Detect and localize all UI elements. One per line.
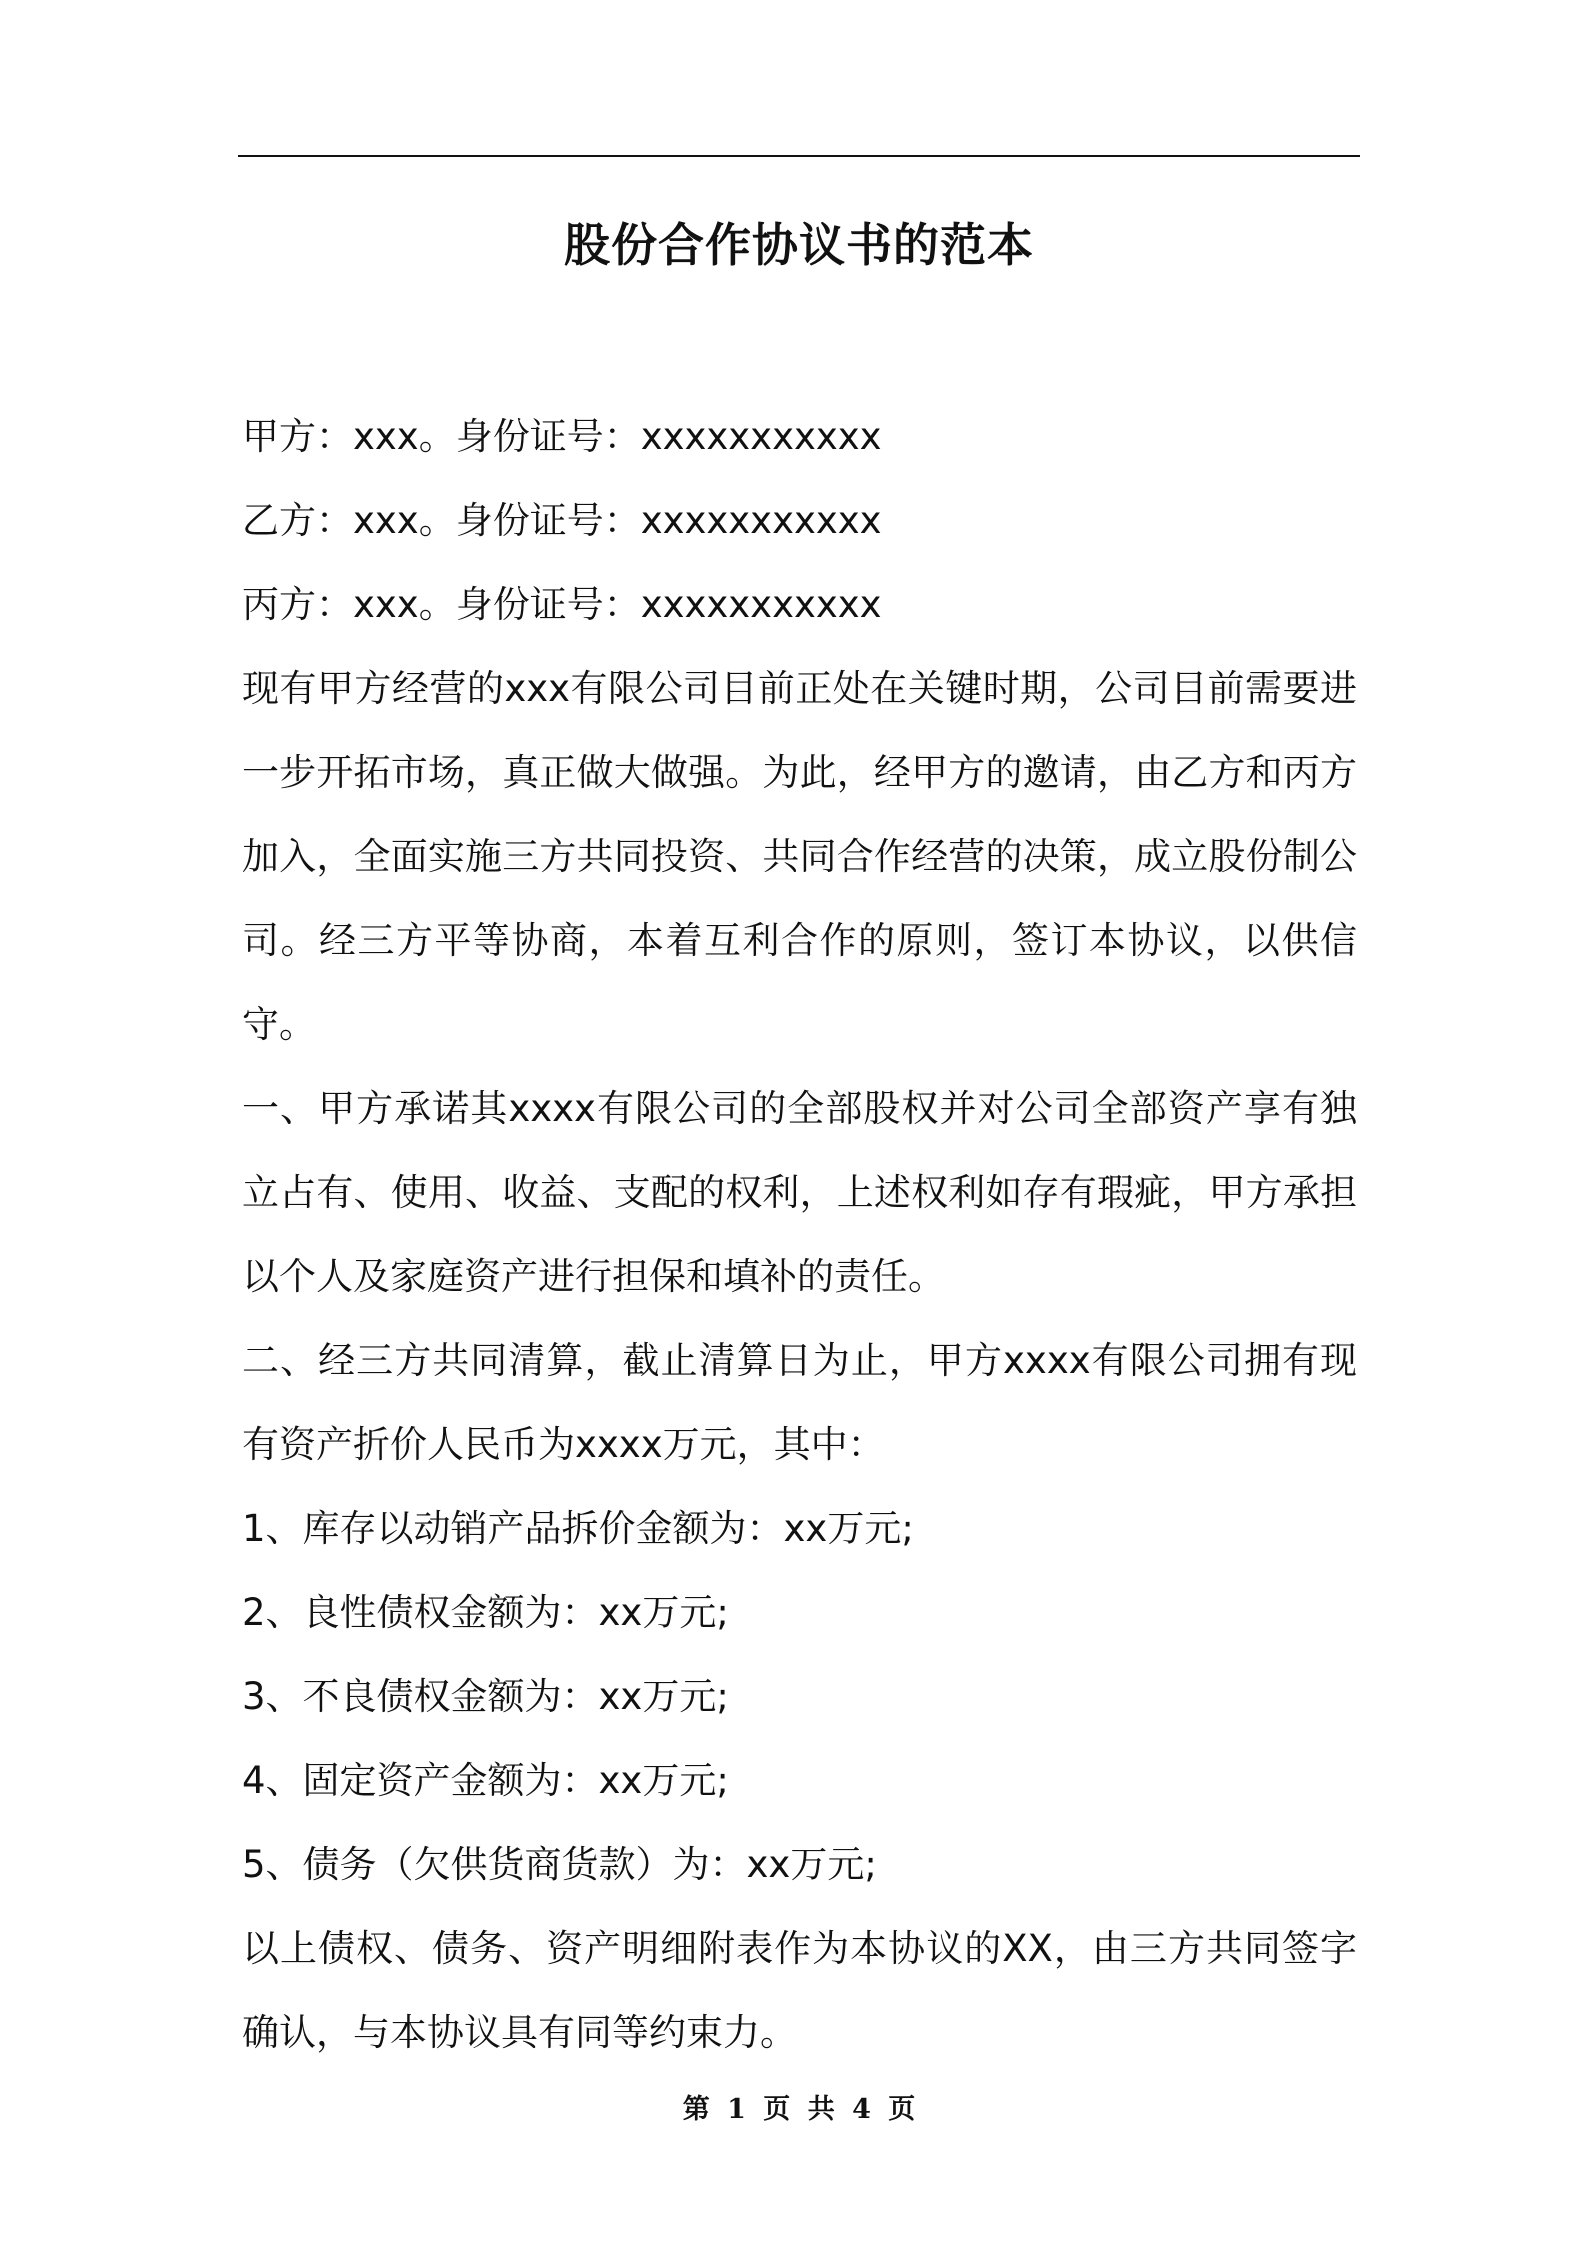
document-title: 股份合作协议书的范本 <box>564 218 1034 272</box>
asset-item-3: 3、不良债权金额为：xx万元; <box>242 1675 729 1718</box>
party-a-line: 甲方：xxx。身份证号：xxxxxxxxxxx <box>242 415 882 458</box>
clause-1-paragraph: 一、甲方承诺其xxxx有限公司的全部股权并对公司全部资产享有独立占有、使用、收益、支配的权利，上述权利如存有瑕疵，甲方承担以个人及家庭资产进行担保和填补的责任。 <box>242 1087 1357 1298</box>
asset-item-1: 1、库存以动销产品拆价金额为：xx万元; <box>242 1507 914 1550</box>
asset-item-4: 4、固定资产金额为：xx万元; <box>242 1759 729 1802</box>
intro-paragraph: 现有甲方经营的xxx有限公司目前正处在关键时期，公司目前需要进一步开拓市场，真正做大做强。为此，经甲方的邀请，由乙方和丙方加入，全面实施三方共同投资、共同合作经营的决策，成立股份制公司。经三方平等协商，本着互利合作的原则，签订本协议，以供信守。 <box>242 667 1357 1046</box>
party-c-line: 丙方：xxx。身份证号：xxxxxxxxxxx <box>242 583 882 626</box>
document-body <box>242 395 1357 2075</box>
asset-item-5: 5、债务（欠供货商货款）为：xx万元; <box>242 1843 877 1886</box>
page-number: 第 1 页 共 4 页 <box>682 2094 916 2125</box>
closing-paragraph: 以上债权、债务、资产明细附表作为本协议的XX，由三方共同签字确认，与本协议具有同等约束力。 <box>242 1927 1357 2054</box>
party-b-line: 乙方：xxx。身份证号：xxxxxxxxxxx <box>242 499 882 542</box>
clause-2-paragraph: 二、经三方共同清算，截止清算日为止，甲方xxxx有限公司拥有现有资产折价人民币为xxxx万元，其中： <box>242 1339 1357 1466</box>
header-rule <box>238 155 1360 157</box>
asset-item-2: 2、良性债权金额为：xx万元; <box>242 1591 729 1634</box>
